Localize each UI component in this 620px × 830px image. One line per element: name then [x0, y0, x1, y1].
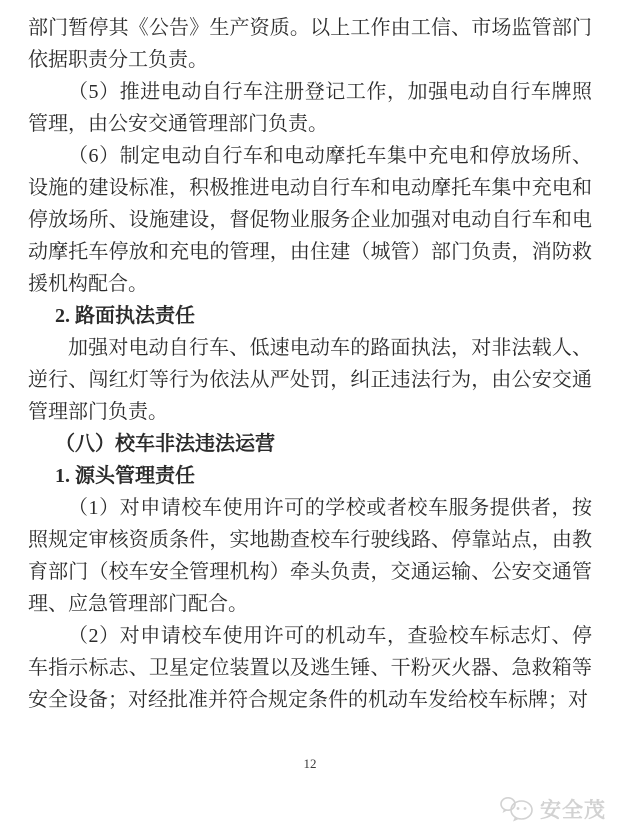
page-number: 12 [303, 756, 317, 771]
watermark [500, 794, 606, 824]
paragraph: 部门暂停其《公告》生产资质。以上工作由工信、市场监管部门依据职责分工负责。 [28, 17, 592, 71]
paragraph: （1）对申请校车使用许可的学校或者校车服务提供者，按照规定审核资质条件，实地勘查校车行驶线路、停靠站点，由教育部门（校车安全管理机构）牵头负责，交通运输、公安交通管理、应急管理部门配合。 [28, 497, 592, 615]
paragraph: （2）对申请校车使用许可的机动车，查验校车标志灯、停车指示标志、卫星定位装置以及逃生锤、干粉灭火器、急救箱等安全设备；对经批准并符合规定条件的机动车发给校车标牌；对 [28, 625, 592, 711]
section-heading: （八）校车非法违法运营 [55, 433, 275, 455]
document-body [28, 12, 592, 716]
watermark-brand-label: 安全茂 [540, 799, 606, 822]
paragraph: 加强对电动自行车、低速电动车的路面执法，对非法载人、逆行、闯红灯等行为依法从严处罚，纠正违法行为，由公安交通管理部门负责。 [28, 337, 592, 423]
section-heading: 2. 路面执法责任 [55, 305, 195, 327]
paragraph: （6）制定电动自行车和电动摩托车集中充电和停放场所、设施的建设标准，积极推进电动自行车和电动摩托车集中充电和停放场所、设施建设，督促物业服务企业加强对电动自行车和电动摩托车停放和充电的管理，由住建（城管）部门负责，消防救援机构配合。 [28, 145, 592, 295]
paragraph: （5）推进电动自行车注册登记工作，加强电动自行车牌照管理，由公安交通管理部门负责。 [28, 81, 592, 135]
section-heading: 1. 源头管理责任 [55, 465, 195, 487]
wechat-icon [500, 794, 536, 824]
